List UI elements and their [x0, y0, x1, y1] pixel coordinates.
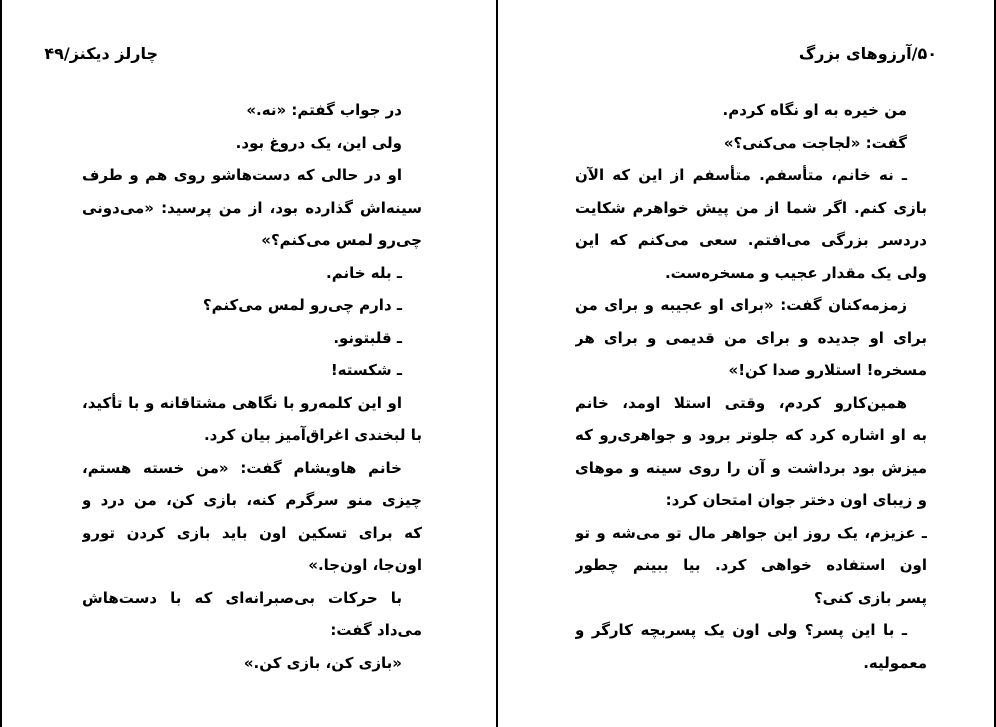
- text-line: ـ بله خانم.: [326, 263, 402, 282]
- text-line: میزش بود برداشت و آن را روی سینه و موهای: [575, 458, 927, 477]
- text-line: به او اشاره کرد که جلوتر برود و جواهری‌رو که: [575, 426, 927, 444]
- text-line: و زیبای اون دختر جوان امتحان کرد:: [665, 491, 927, 509]
- page-header-left: چارلز دیکنز/۴۹: [44, 44, 158, 63]
- text-line: ـ عزیزم، یک روز این جواهر مال تو می‌شه و تو: [575, 523, 927, 542]
- text-line: دردسر بزرگی می‌افتم. سعی می‌کنم که این: [575, 231, 927, 249]
- text-line: ولی یک مقدار عجیب و مسخره‌ست.: [664, 263, 927, 282]
- text-line: چی‌رو لمس می‌کنم؟»: [261, 231, 422, 249]
- text-line: او در حالی که دست‌هاشو روی هم و طرف: [82, 166, 402, 184]
- text-line: برای او جدیده و برای من قدیمی و برای هر: [575, 328, 927, 347]
- text-line: ـ با این پسر؟ ولی اون یک پسربچه کارگر و: [575, 621, 907, 639]
- right-page: [498, 0, 996, 727]
- left-page-text: [82, 94, 422, 679]
- text-line: مسخره! استلارو صدا کن!»: [728, 361, 927, 379]
- text-line: ـ دارم چی‌رو لمس می‌کنم؟: [202, 296, 402, 314]
- text-line: زمزمه‌کنان گفت: «برای او عجیبه و برای من: [575, 296, 907, 314]
- text-line: چیزی منو سرگرم کنه، بازی کن، من درد و: [82, 491, 422, 509]
- right-page-text: [575, 94, 927, 679]
- text-line: گفت: «لجاجت می‌کنی؟»: [723, 133, 907, 152]
- text-line: با لبخندی اغراق‌آمیز بیان کرد.: [203, 426, 422, 444]
- text-line: خانم هاویشام گفت: «من خسته هستم،: [82, 458, 402, 477]
- text-line: پسر بازی کنی؟: [813, 588, 927, 607]
- text-line: اون‌جا، اون‌جا.»: [308, 556, 422, 574]
- text-line: همین‌کارو کردم، وقتی استلا اومد، خانم: [575, 393, 907, 412]
- text-line: او این کلمه‌رو با نگاهی مشتاقانه و با تأکید،: [82, 393, 402, 412]
- text-line: ـ شکسته!: [330, 361, 402, 379]
- text-line: که برای تسکین اون باید بازی کردن تورو: [82, 523, 422, 542]
- text-line: ـ قلبتونو.: [333, 328, 402, 347]
- text-line: ولی این، یک دروغ بود.: [235, 133, 402, 152]
- text-line: بازی کنم. اگر شما از من پیش خواهرم شکایت: [575, 198, 927, 217]
- text-line: «بازی کن، بازی کن.»: [243, 653, 402, 672]
- text-line: من خیره به او نگاه کردم.: [722, 101, 907, 119]
- text-line: اون استفاده خواهی کرد. بیا ببینم چطور: [575, 556, 927, 574]
- text-line: در جواب گفتم: «نه.»: [246, 101, 402, 119]
- text-line: ـ نه خانم، متأسفم. متأسفم از این که الآن: [575, 166, 907, 184]
- text-line: معمولیه.: [863, 653, 927, 672]
- text-line: می‌داد گفت:: [330, 621, 422, 639]
- text-line: با حرکات بی‌صبرانه‌ای که با دست‌هاش: [82, 588, 402, 607]
- text-line: سینه‌اش گذارده بود، از من پرسید: «می‌دونی: [82, 198, 422, 217]
- page-header-right: ۵۰/آرزوهای بزرگ: [798, 44, 937, 63]
